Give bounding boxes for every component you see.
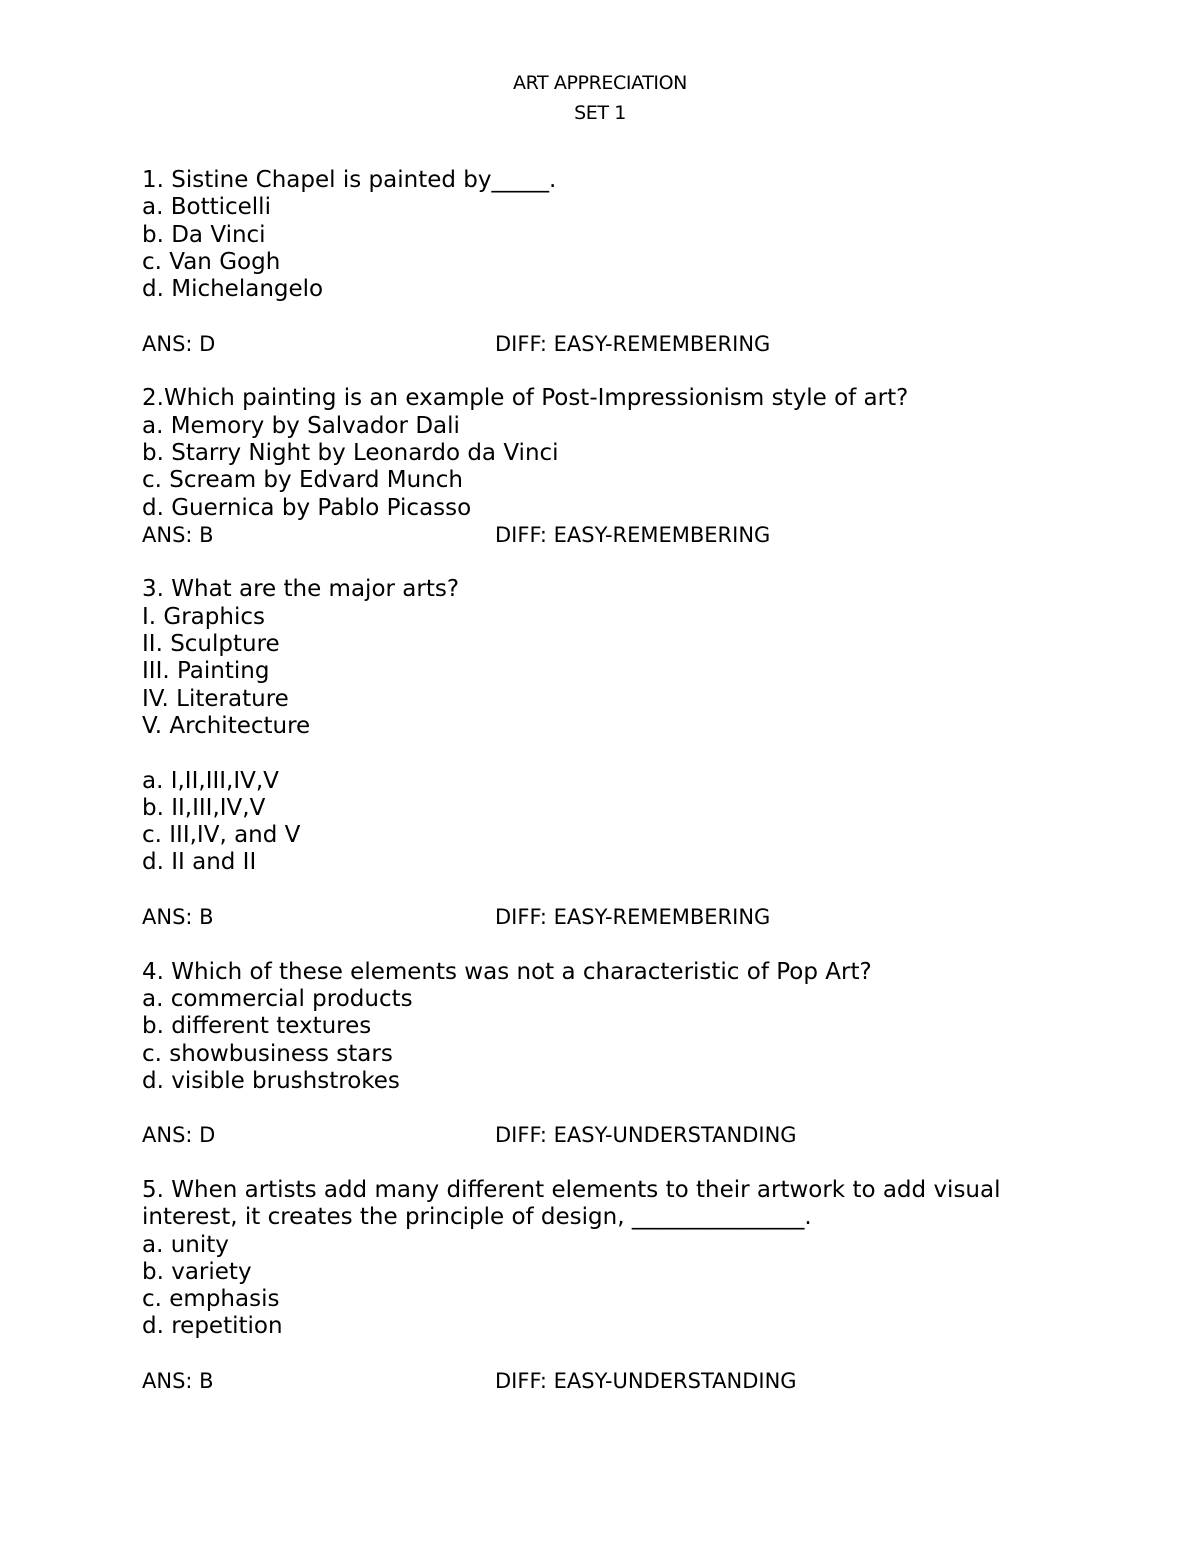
option-d: d. repetition: [142, 1313, 283, 1340]
roman-item-4: IV. Literature: [142, 685, 289, 712]
spacer: [142, 1150, 1042, 1177]
question-text: 2.Which painting is an example of Post-Impressionism style of art?: [142, 385, 909, 412]
document-title: ART APPRECIATION: [513, 72, 687, 94]
spacer: [142, 358, 1042, 385]
option-b: b. II,III,IV,V: [142, 794, 266, 821]
roman-item-5: V. Architecture: [142, 712, 311, 739]
option-c: c. emphasis: [142, 1286, 280, 1313]
answer-key: ANS: D: [142, 331, 216, 356]
answer-row: [142, 522, 1042, 549]
document-subtitle: SET 1: [574, 102, 626, 124]
option-b: b. Da Vinci: [142, 221, 266, 248]
option-b: b. variety: [142, 1258, 252, 1285]
document-body: [142, 167, 1042, 1395]
spacer: [142, 549, 1042, 576]
answer-row: [142, 1368, 1042, 1395]
question-text: 4. Which of these elements was not a characteristic of Pop Art?: [142, 958, 872, 985]
question-block-3: [142, 576, 1042, 958]
option-d: d. II and II: [142, 849, 257, 876]
spacer: [142, 303, 1042, 330]
question-block-2: [142, 385, 1042, 576]
question-text: 3. What are the major arts?: [142, 576, 460, 603]
roman-item-2: II. Sculpture: [142, 631, 280, 658]
option-b: b. different textures: [142, 1013, 372, 1040]
difficulty-label: DIFF: EASY-UNDERSTANDING: [495, 1123, 797, 1148]
answer-key: ANS: B: [142, 522, 214, 547]
option-d: d. Guernica by Pablo Picasso: [142, 494, 472, 521]
difficulty-label: DIFF: EASY-REMEMBERING: [495, 331, 771, 356]
option-a: a. commercial products: [142, 985, 413, 1012]
answer-key: ANS: B: [142, 905, 214, 930]
roman-item-1: I. Graphics: [142, 603, 265, 630]
spacer: [142, 1341, 1042, 1368]
question-block-1: [142, 167, 1042, 385]
option-a: a. Memory by Salvador Dali: [142, 412, 460, 439]
spacer: [142, 1095, 1042, 1122]
answer-row: [142, 331, 1042, 358]
answer-key: ANS: D: [142, 1123, 216, 1148]
option-c: c. III,IV, and V: [142, 822, 301, 849]
difficulty-label: DIFF: EASY-REMEMBERING: [495, 522, 771, 547]
option-a: a. unity: [142, 1231, 229, 1258]
answer-row: [142, 1122, 1042, 1149]
question-text: 1. Sistine Chapel is painted by_____.: [142, 167, 557, 193]
question-text-line-2: interest, it creates the principle of design, _______________.: [142, 1204, 812, 1231]
spacer: [142, 931, 1042, 958]
option-a: a. I,II,III,IV,V: [142, 767, 279, 794]
spacer: [142, 740, 1042, 767]
option-c: c. Scream by Edvard Munch: [142, 467, 463, 494]
option-d: d. visible brushstrokes: [142, 1067, 400, 1094]
option-b: b. Starry Night by Leonardo da Vinci: [142, 439, 559, 466]
answer-row: [142, 904, 1042, 931]
difficulty-label: DIFF: EASY-REMEMBERING: [495, 905, 771, 930]
option-c: c. showbusiness stars: [142, 1040, 393, 1067]
question-text-line-1: 5. When artists add many different elements to their artwork to add visual: [142, 1176, 1001, 1203]
question-block-4: [142, 959, 1042, 1177]
difficulty-label: DIFF: EASY-UNDERSTANDING: [495, 1369, 797, 1394]
spacer: [142, 877, 1042, 904]
option-d: d. Michelangelo: [142, 276, 324, 303]
option-a: a. Botticelli: [142, 194, 271, 221]
option-c: c. Van Gogh: [142, 248, 281, 275]
roman-item-3: III. Painting: [142, 658, 270, 685]
answer-key: ANS: B: [142, 1369, 214, 1394]
question-block-5: [142, 1177, 1042, 1395]
